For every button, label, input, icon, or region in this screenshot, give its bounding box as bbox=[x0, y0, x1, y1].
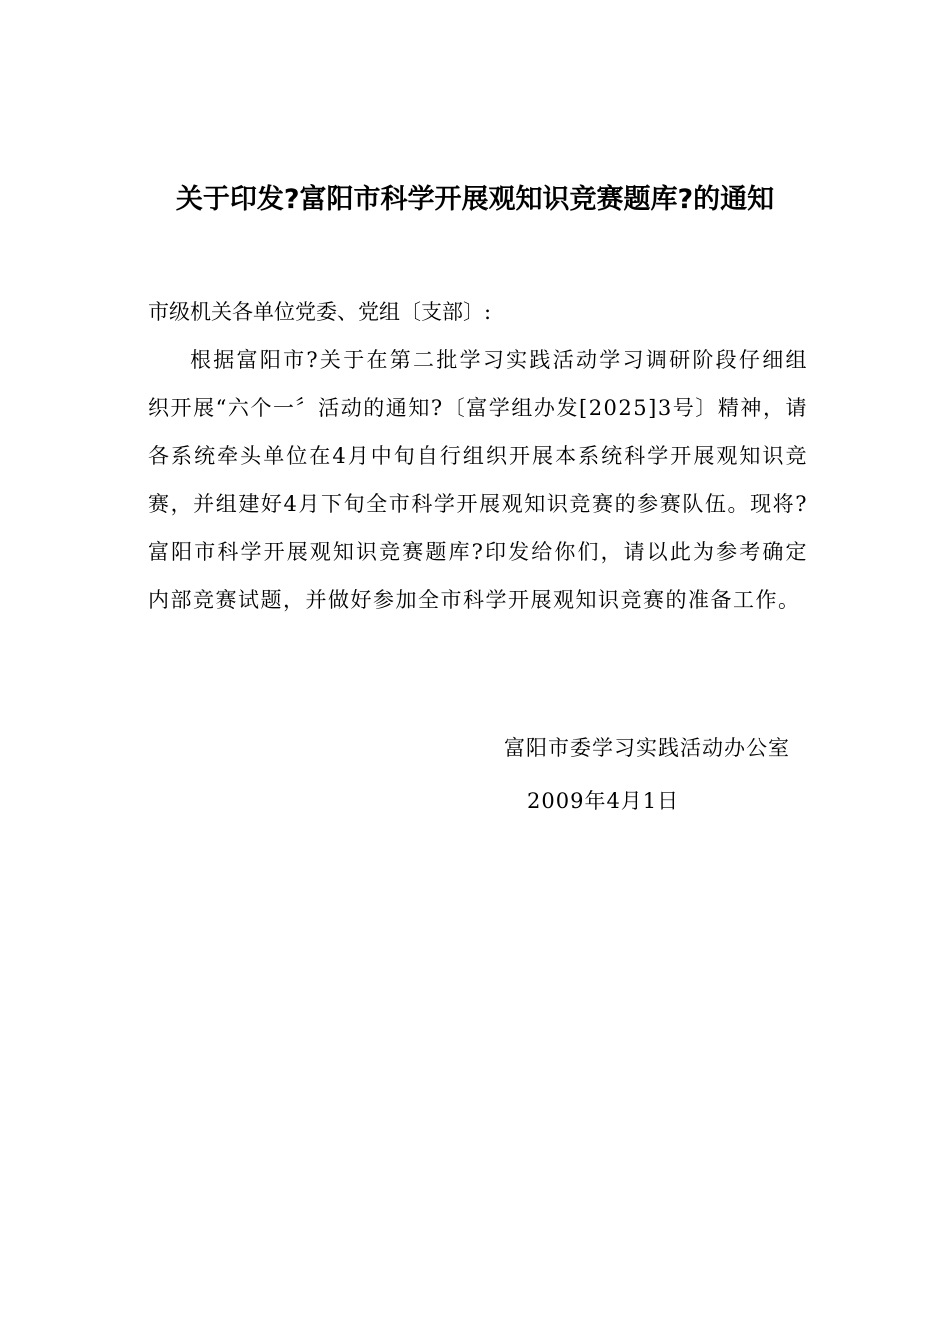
salutation: 市级机关各单位党委、党组〔支部〕: bbox=[148, 300, 492, 324]
body-paragraph: 根据富阳市?关于在第二批学习实践活动学习调研阶段仔细组织开展“六个一〞活动的通知?〔富学组办发[2025]3号〕精神，请各系统牵头单位在4月中旬自行组织开展本系统科学开展观知识竞赛，并组建好4月下旬全市科学开展观知识竞赛的参赛队伍。现将?富阳市科学开展观知识竞赛题库?印发给你们，请以此为参考确定内部竞赛试题，并做好参加全市科学开展观知识竞赛的准备工作。 bbox=[148, 348, 808, 612]
document-title: 关于印发?富阳市科学开展观知识竞赛题库?的通知 bbox=[175, 184, 775, 215]
signature-date: 2009年4月1日 bbox=[527, 789, 680, 813]
document-body bbox=[148, 288, 808, 624]
signature-organization: 富阳市委学习实践活动办公室 bbox=[504, 736, 790, 760]
